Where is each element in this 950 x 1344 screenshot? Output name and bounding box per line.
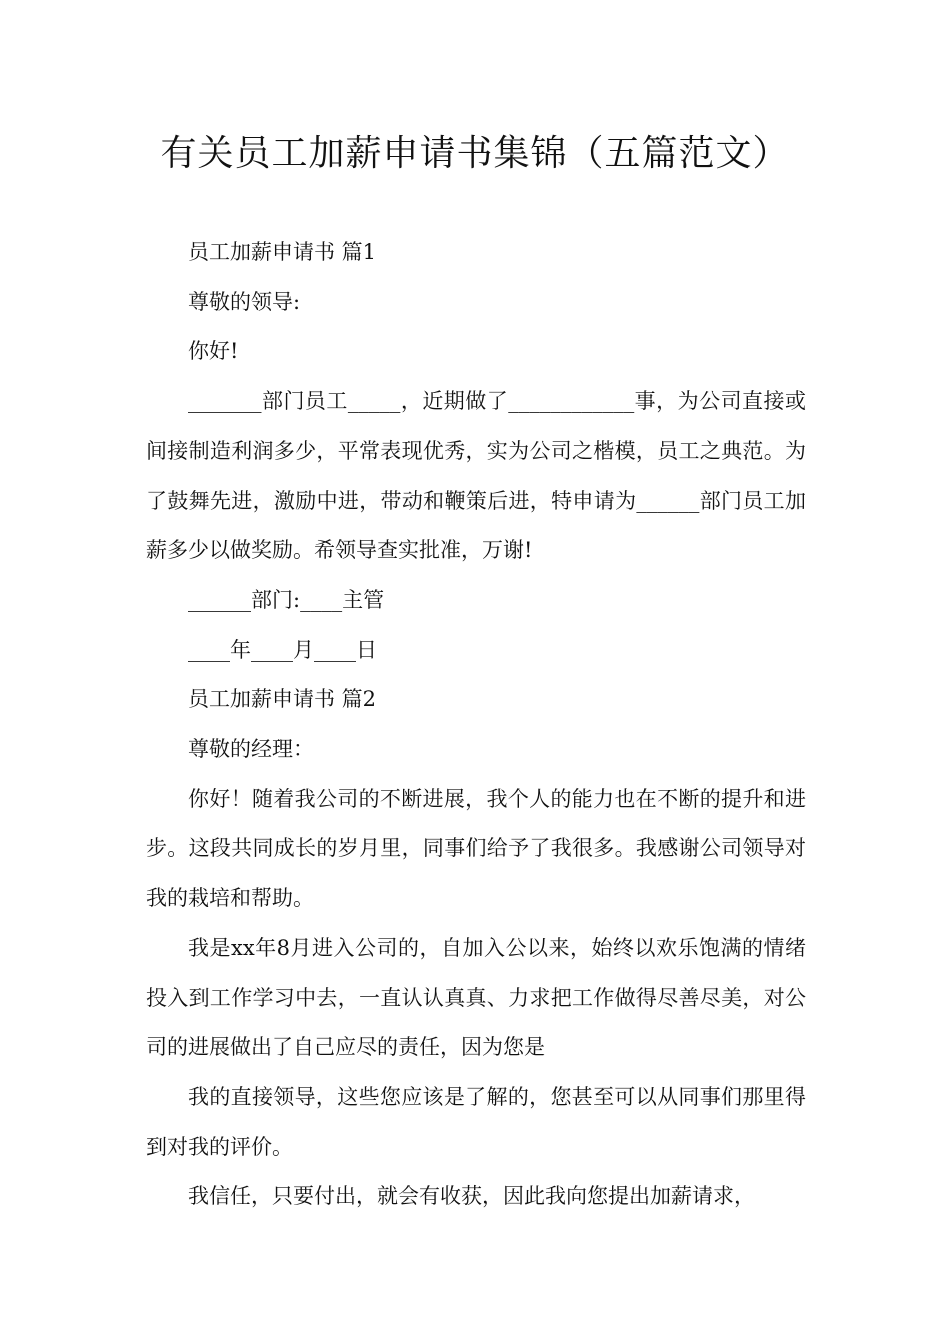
- body-paragraph: 你好！随着我公司的不断进展，我个人的能力也在不断的提升和进步。这段共同成长的岁月里，同事们给予了我很多。我感谢公司领导对我的栽培和帮助。: [146, 786, 806, 911]
- date-line: ____年____月____日: [188, 637, 377, 662]
- salutation: 尊敬的领导:: [188, 289, 301, 314]
- body-paragraph: 我的直接领导，这些您应该是了解的，您甚至可以从同事们那里得到对我的评价。: [146, 1084, 806, 1159]
- greeting: 你好!: [188, 339, 239, 364]
- section-heading-1: 员工加薪申请书 篇1: [188, 240, 377, 264]
- document-body: [146, 228, 806, 1222]
- signature-line: ______部门:____主管: [188, 587, 385, 612]
- body-paragraph: 我信任，只要付出，就会有收获，因此我向您提出加薪请求，: [188, 1184, 755, 1209]
- body-paragraph: _______部门员工_____，近期做了____________事，为公司直接或间接制造利润多少，平常表现优秀，实为公司之楷模，员工之典范。为了鼓舞先进，激励中进，带动和鞭策后进，特申请为______部门员工加薪多少以做奖励。希领导查实批准，万谢!: [146, 389, 806, 563]
- body-paragraph: 我是xx年8月进入公司的，自加入公以来，始终以欢乐饱满的情绪投入到工作学习中去，一直认认真真、力求把工作做得尽善尽美，对公司的进展做出了自己应尽的责任，因为您是: [146, 935, 806, 1060]
- section-heading-2: 员工加薪申请书 篇2: [188, 687, 377, 712]
- document-title: 有关员工加薪申请书集锦（五篇范文）: [160, 133, 790, 174]
- salutation: 尊敬的经理：: [188, 737, 314, 762]
